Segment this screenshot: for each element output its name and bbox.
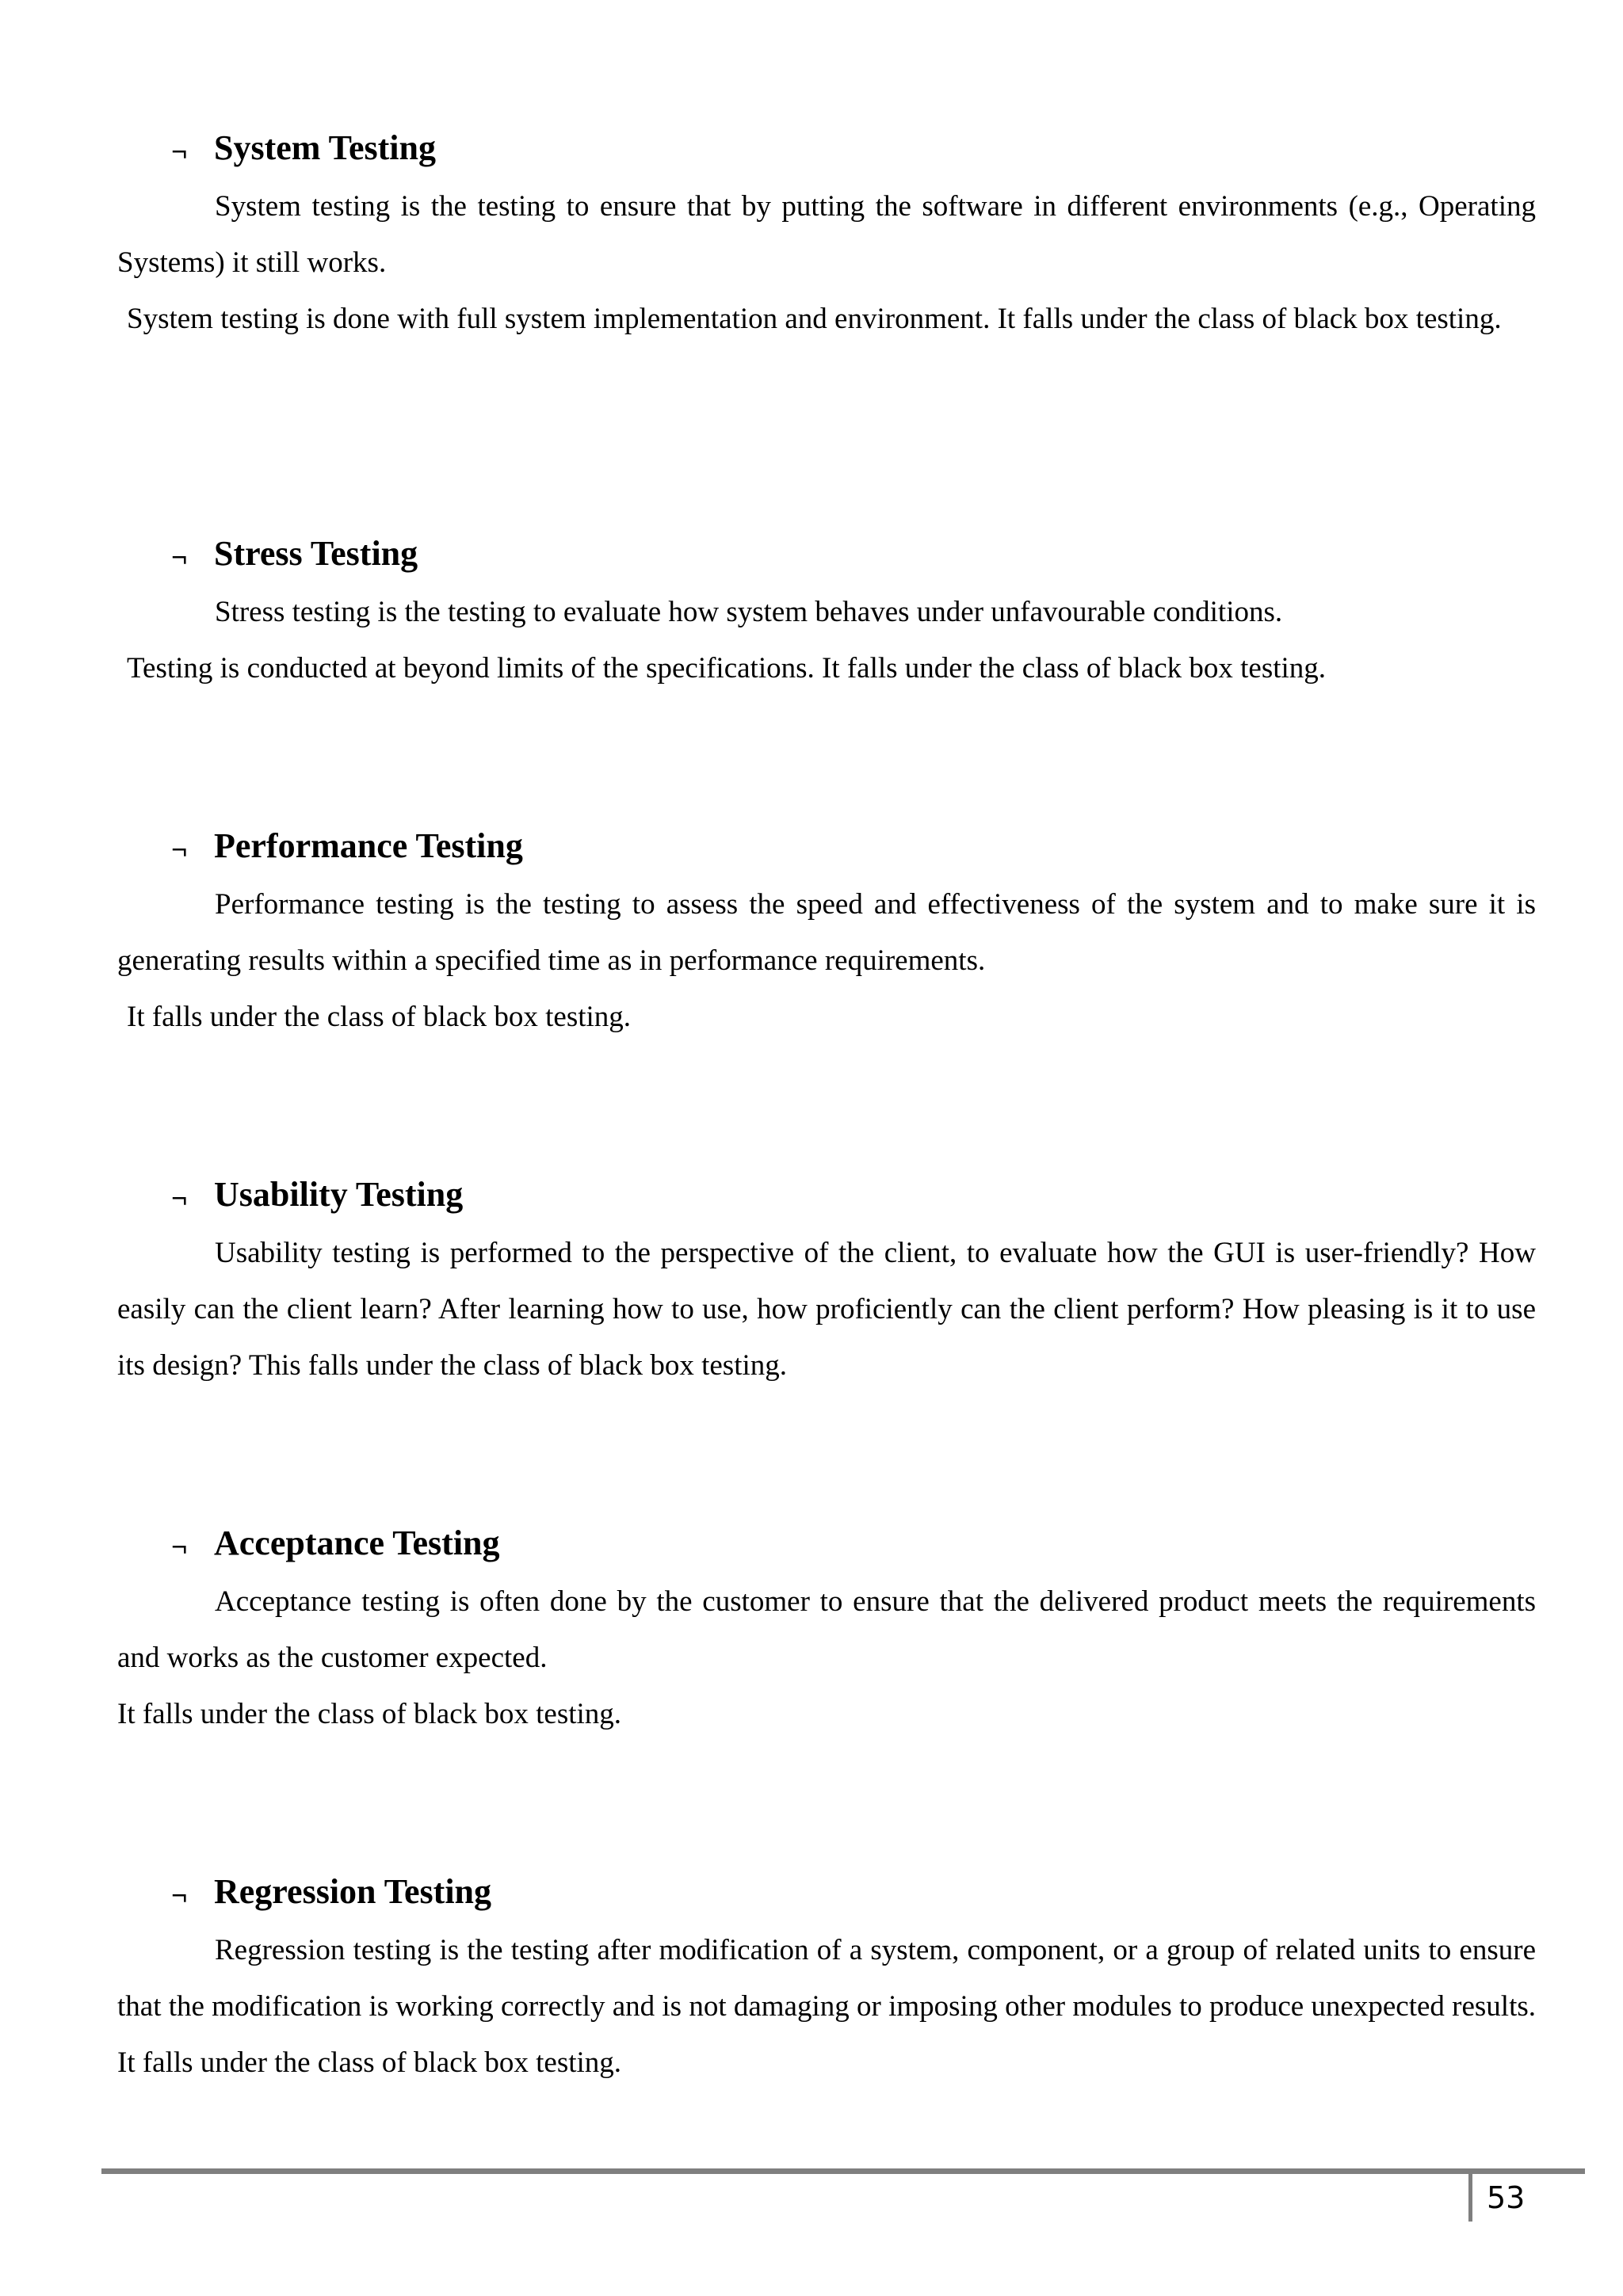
bullet-icon: ¬ [171,1182,188,1214]
paragraph: It falls under the class of black box testing. [117,1698,622,1730]
section-heading [117,1518,1536,1569]
section-heading [117,821,1536,871]
section-usability-testing [117,1169,1536,1394]
footer-divider [101,2168,1585,2174]
section-title: Usability Testing [214,1175,464,1214]
bullet-icon: ¬ [171,1879,188,1911]
page-number-divider [1468,2174,1472,2222]
bullet-icon: ¬ [171,541,188,573]
section-performance-testing [117,821,1536,1045]
section-regression-testing [117,1867,1536,2091]
paragraph: Regression testing is the testing after modification of a system, component, or a group of related units to ensure that the modification is working correctly and is not damaging or imposing other modules to produce unexpected results. It falls under the class of black box testing. [117,1934,1536,2079]
section-heading [117,123,1536,174]
section-heading [117,1867,1536,1917]
bullet-icon: ¬ [171,1531,188,1562]
paragraph: System testing is the testing to ensure that by putting the software in different environments (e.g., Operating Systems) it still works. [117,190,1536,279]
section-title: Regression Testing [214,1872,492,1911]
section-stress-testing [117,528,1536,696]
paragraph: Performance testing is the testing to assess the speed and effectiveness of the system and to make sure it is generating results within a specified time as in performance requirements. [117,888,1536,977]
section-title: Acceptance Testing [214,1524,500,1562]
paragraph: Acceptance testing is often done by the customer to ensure that the delivered product meets the requirements and works as the customer expected. [117,1585,1536,1674]
section-title: System Testing [214,128,436,167]
paragraph: Stress testing is the testing to evaluate how system behaves under unfavourable conditions. [215,596,1283,628]
section-title: Performance Testing [214,826,523,865]
bullet-icon: ¬ [171,135,188,167]
paragraph: System testing is done with full system implementation and environment. It falls under the class of black box testing. [127,303,1502,335]
paragraph: Usability testing is performed to the perspective of the client, to evaluate how the GUI is user-friendly? How easily can the client learn? After learning how to use, how proficiently can the client perform? How pleasing is it to use its design? This falls under the class of black box testing. [117,1237,1536,1382]
bullet-icon: ¬ [171,833,188,865]
section-heading [117,1169,1536,1220]
section-title: Stress Testing [214,534,418,573]
paragraph: It falls under the class of black box testing. [127,1001,632,1033]
section-system-testing [117,123,1536,347]
section-heading [117,528,1536,579]
page-number: 53 [1487,2180,1526,2215]
section-acceptance-testing [117,1518,1536,1742]
paragraph: Testing is conducted at beyond limits of the specifications. It falls under the class of black box testing. [127,652,1327,685]
